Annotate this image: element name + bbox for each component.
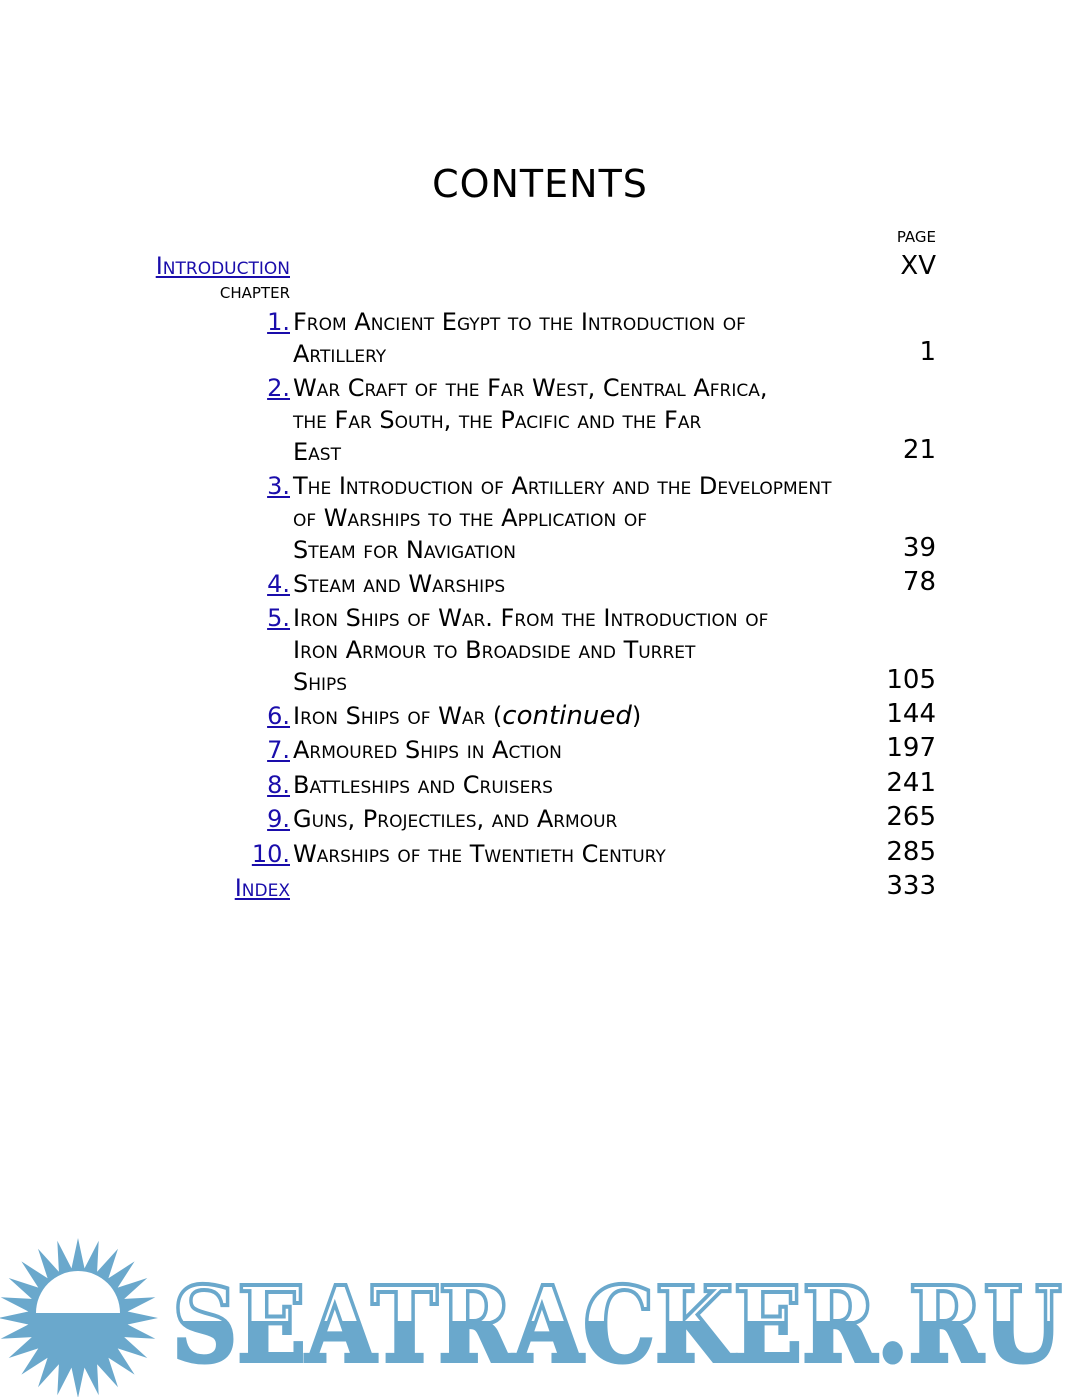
chapter-title-line: The Introduction of Artillery and the Development — [293, 472, 832, 500]
page-column-header: PAGE — [896, 228, 936, 246]
chapter-link[interactable]: 6. — [267, 702, 290, 730]
watermark-logo — [0, 1235, 1080, 1397]
toc-entry-chapter-8 — [0, 769, 1080, 801]
chapter-title-line: War Craft of the Far West, Central Africa, — [293, 374, 768, 402]
watermark-text: SEATRACKER.RU — [172, 1263, 1062, 1386]
toc-entry-chapter-3 — [0, 470, 1080, 566]
chapter-link[interactable]: 7. — [267, 736, 290, 764]
page-number: 1 — [919, 337, 936, 367]
chapter-link[interactable]: 2. — [267, 374, 290, 402]
chapter-title-line: Warships of the Twentieth Century — [293, 840, 666, 868]
toc-entry-index — [0, 872, 1080, 904]
page-number: 105 — [886, 665, 936, 695]
toc-entry-chapter-1 — [0, 306, 1080, 370]
chapter-link[interactable]: 9. — [267, 805, 290, 833]
page-number: 197 — [886, 733, 936, 763]
page-number: 144 — [886, 699, 936, 729]
toc-entry-chapter-10 — [0, 838, 1080, 870]
page-number: 39 — [902, 533, 936, 563]
toc-entry-chapter-9 — [0, 803, 1080, 835]
chapter-column-header: CHAPTER — [219, 284, 290, 302]
chapter-title-line: of Warships to the Application of — [293, 504, 648, 532]
chapter-title-line: Iron Ships of War (continued) — [293, 701, 642, 731]
page-number: 78 — [902, 567, 936, 597]
chapter-title-line: Guns, Projectiles, and Armour — [293, 805, 618, 833]
chapter-title-line: Artillery — [293, 340, 387, 368]
page-number: 333 — [886, 871, 936, 901]
toc-entry-chapter-4 — [0, 568, 1080, 600]
sun-icon — [0, 1238, 158, 1397]
chapter-title-line: From Ancient Egypt to the Introduction of — [293, 308, 746, 336]
chapter-title-line: Ships — [293, 668, 348, 696]
page-number: 21 — [902, 435, 936, 465]
chapter-title-line: Iron Ships of War. From the Introduction of — [293, 604, 769, 632]
toc-entry-chapter-7 — [0, 734, 1080, 766]
chapter-title-line: Steam and Warships — [293, 570, 506, 598]
chapter-title-line: Battleships and Cruisers — [293, 771, 553, 799]
page-number: XV — [900, 251, 936, 281]
page-number: 265 — [886, 802, 936, 832]
chapter-link[interactable]: 8. — [267, 771, 290, 799]
page-number: 285 — [886, 837, 936, 867]
chapter-link[interactable]: 4. — [267, 570, 290, 598]
page-number: 241 — [886, 768, 936, 798]
chapter-title-line: East — [293, 438, 341, 466]
introduction-link[interactable]: Introduction — [155, 252, 290, 280]
toc-entry-chapter-6 — [0, 700, 1080, 732]
toc-entry-chapter-5 — [0, 602, 1080, 698]
chapter-title-line: Steam for Navigation — [293, 536, 517, 564]
chapter-link[interactable]: 3. — [267, 472, 290, 500]
chapter-link[interactable]: 10. — [251, 840, 290, 868]
index-link[interactable]: Index — [234, 874, 290, 902]
chapter-title-line: the Far South, the Pacific and the Far — [293, 406, 702, 434]
chapter-link[interactable]: 1. — [267, 308, 290, 336]
page-title: CONTENTS — [432, 162, 648, 206]
chapter-title-line: Armoured Ships in Action — [293, 736, 562, 764]
chapter-link[interactable]: 5. — [267, 604, 290, 632]
toc-entry-introduction — [0, 250, 1080, 282]
toc-entry-chapter-2 — [0, 372, 1080, 468]
chapter-title-line: Iron Armour to Broadside and Turret — [293, 636, 696, 664]
